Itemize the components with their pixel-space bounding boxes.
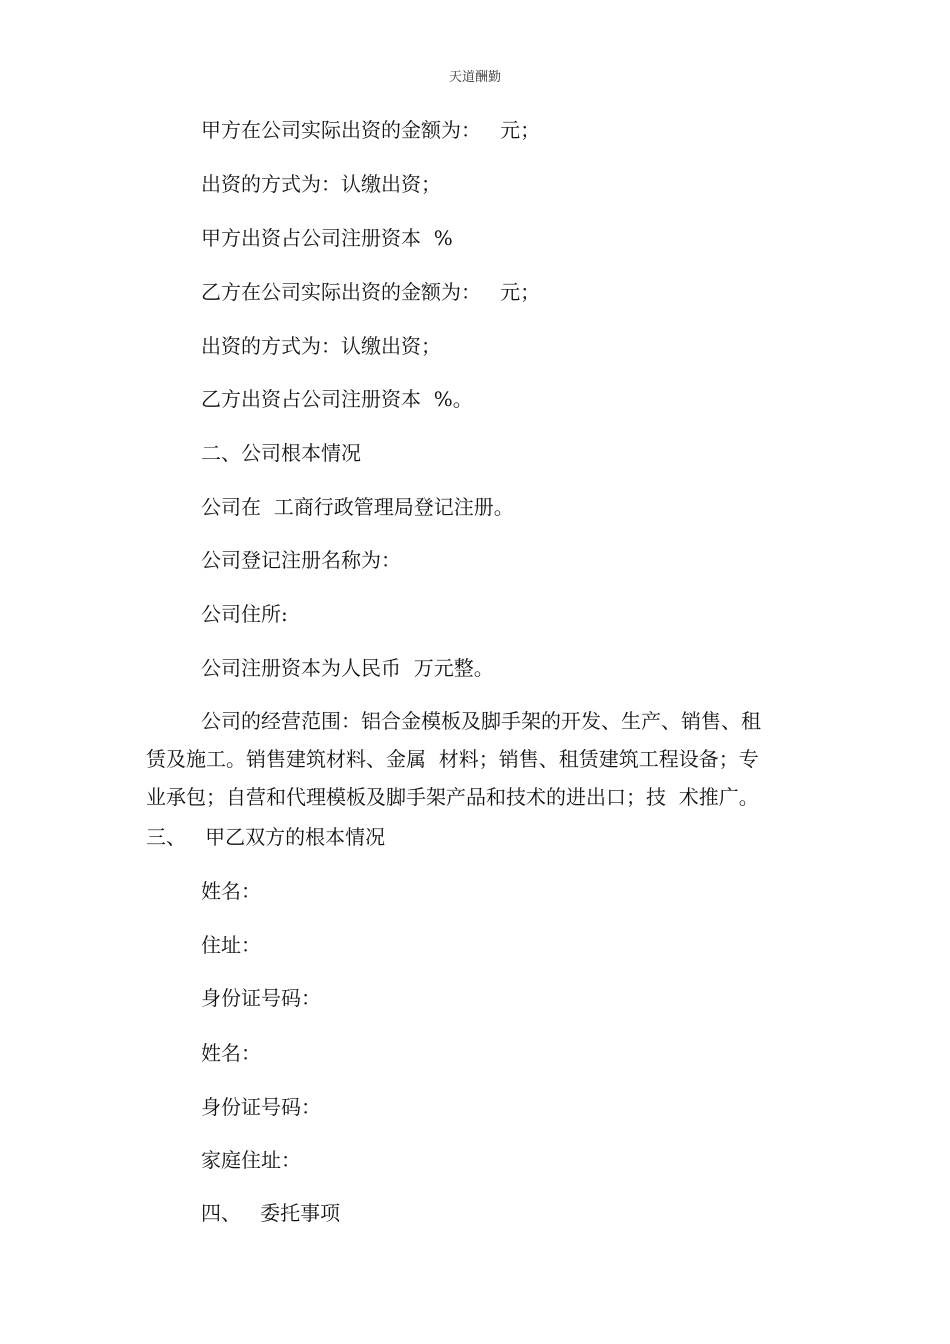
party-b-contribution-method: 出资的方式为：认缴出资； (201, 334, 441, 358)
company-registered-capital: 公司注册资本为人民币 万元整。 (201, 656, 494, 680)
business-scope-line-3: 业承包；自营和代理模板及脚手架产品和技术的进出口；技 术推广。 (146, 785, 759, 809)
business-scope-line-2: 赁及施工。销售建筑材料、金属 材料；销售、租赁建筑工程设备；专 (146, 747, 759, 771)
party-b-id-number: 身份证号码： (201, 1095, 321, 1119)
party-a-contribution-method: 出资的方式为：认缴出资； (201, 172, 441, 196)
section-3-heading: 三、 甲乙双方的根本情况 (146, 825, 386, 849)
party-a-name: 姓名： (201, 879, 261, 903)
company-registration-office: 公司在 工商行政管理局登记注册。 (201, 495, 514, 519)
page-header: 天道酬勤 (448, 70, 501, 85)
party-b-home-address: 家庭住址： (201, 1148, 301, 1172)
party-a-id-number: 身份证号码： (201, 986, 321, 1010)
business-scope-line-1: 公司的经营范围：铝合金模板及脚手架的开发、生产、销售、租 (201, 709, 761, 733)
party-b-contribution-amount: 乙方在公司实际出资的金额为： 元； (201, 280, 541, 304)
section-2-heading: 二、公司根本情况 (201, 441, 361, 465)
party-a-capital-share: 甲方出资占公司注册资本 % (201, 226, 453, 250)
company-address: 公司住所: (201, 602, 288, 626)
party-a-contribution-amount: 甲方在公司实际出资的金额为： 元； (201, 118, 541, 142)
company-registered-name: 公司登记注册名称为： (201, 548, 401, 572)
party-b-name: 姓名： (201, 1041, 261, 1065)
business-scope-paragraph (146, 702, 806, 816)
party-a-address: 住址： (201, 933, 261, 957)
section-4-heading: 四、 委托事项 (201, 1201, 341, 1225)
party-b-capital-share: 乙方出资占公司注册资本 %。 (201, 387, 473, 411)
